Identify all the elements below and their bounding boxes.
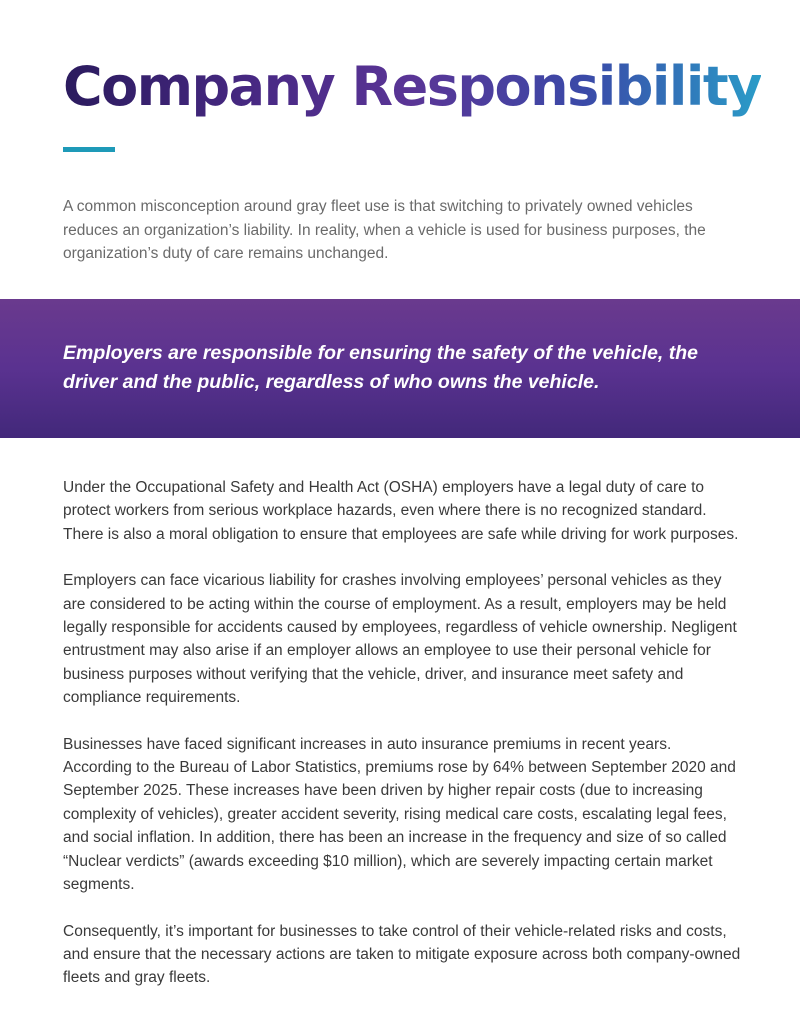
page-title: Company Responsibility	[63, 52, 761, 122]
body-paragraph-osha: Under the Occupational Safety and Health Act (OSHA) employers have a legal duty of care to protect workers from serious workplace hazards, even where there is no recognized standard. There is also a moral obligation to ensure that employees are safe while driving for work purposes.	[63, 479, 739, 543]
intro-paragraph: A common misconception around gray fleet use is that switching to privately owned vehicles reduces an organization’s liability. In reality, when a vehicle is used for business purposes, the organization’s duty of care remains unchanged.	[63, 198, 706, 262]
callout-banner	[0, 299, 800, 438]
title-accent-bar	[63, 147, 115, 152]
body-paragraph-liability: Employers can face vicarious liability for crashes involving employees’ personal vehicles as they are considered to be acting within the course of employment. As a result, employers may be held legally responsible for accidents caused by employees, regardless of vehicle ownership. Negligent entrustment may also arise if an employer allows an employee to use their personal vehicle for business purposes without verifying that the vehicle, driver, and insurance meet safety and compliance requirements.	[63, 572, 737, 707]
body-paragraph-insurance: Businesses have faced significant increases in auto insurance premiums in recent years. According to the Bureau of Labor Statistics, premiums rose by 64% between September 2020 and September 2025. These increases have been driven by higher repair costs (due to increasing complexity of vehicles), greater accident severity, rising medical care costs, escalating legal fees, and social inflation. In addition, there has been an increase in the frequency and size of so called “Nuclear verdicts” (awards exceeding $10 million), which are severely impacting certain market segments.	[63, 735, 736, 894]
body-paragraph-conclusion: Consequently, it’s important for businesses to take control of their vehicle-related risks and costs, and ensure that the necessary actions are taken to mitigate exposure across both company-owned fleets and gray fleets.	[63, 922, 741, 987]
callout-quote: Employers are responsible for ensuring the safety of the vehicle, the driver and the public, regardless of who owns the vehicle.	[63, 342, 699, 393]
body-section	[63, 476, 743, 1013]
